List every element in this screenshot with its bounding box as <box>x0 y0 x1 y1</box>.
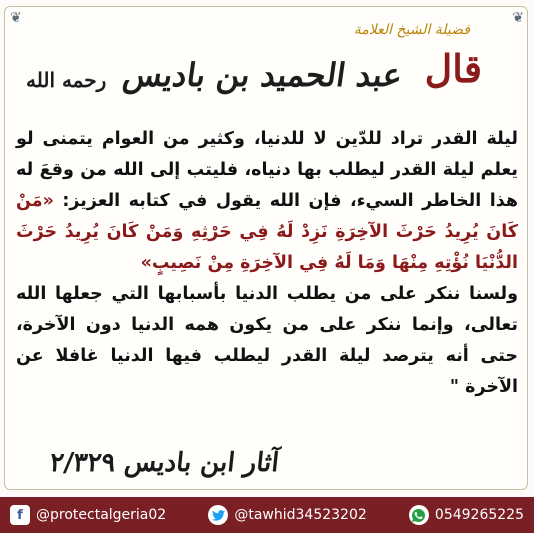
blessing-text: رحمه الله <box>26 68 107 92</box>
said-label: قال <box>424 46 482 91</box>
corner-ornament-icon: ❦ <box>512 10 524 26</box>
quote-intro: ليلة القدر تراد للدّين لا للدنيا، وكثير من العوام يتمنى لو يعلم ليلة القدر ليطلب بها دنياه، فليتب إلى الله من وقعَ له هذا الخاطر السيء، فإن الله يقول في كتابه العزيز: <box>16 129 518 211</box>
facebook-handle: @protectalgeria02 <box>36 507 167 523</box>
corner-ornament-icon: ❦ <box>10 10 22 26</box>
quran-verse: «مَنْ كَانَ يُرِيدُ حَرْثَ الآخِرَةِ نَزِدْ لَهُ فِي حَرْثِهِ وَمَنْ كَانَ يُرِيدُ حَرْثَ الدُّنْيَا نُؤْتِهِ مِنْهَا وَمَا لَهُ فِي الآخِرَةِ مِنْ نَصِيبٍ» <box>16 191 518 273</box>
source-citation: آثار ابن باديس ٢/٣٢٩ <box>48 448 281 478</box>
scholar-name: عبد الحميد بن باديس <box>120 56 405 94</box>
quote-body <box>16 124 518 403</box>
twitter-handle: @tawhid34523202 <box>234 507 367 523</box>
twitter-icon <box>208 505 228 525</box>
whatsapp-number: 0549265225 <box>434 507 524 523</box>
facebook-icon: f <box>10 505 30 525</box>
twitter-link[interactable] <box>208 505 366 525</box>
facebook-link[interactable] <box>10 505 166 525</box>
whatsapp-icon <box>409 505 429 525</box>
footer-bar <box>0 497 534 533</box>
quote-paragraph-1 <box>16 124 518 279</box>
whatsapp-link[interactable] <box>409 505 524 525</box>
header <box>0 8 534 120</box>
quote-paragraph-2: ولسنا ننكر على من يطلب الدنيا بأسبابها التي جعلها الله تعالى، وإنما ننكر على من يكون همه الدنيا دون الآخرة، حتى أنه يترصد ليلة القدر ليطلب فيها الدنيا غافلا عن الآخرة " <box>16 284 518 397</box>
honorific-title: فضيلة الشيخ العلامة <box>353 22 470 38</box>
